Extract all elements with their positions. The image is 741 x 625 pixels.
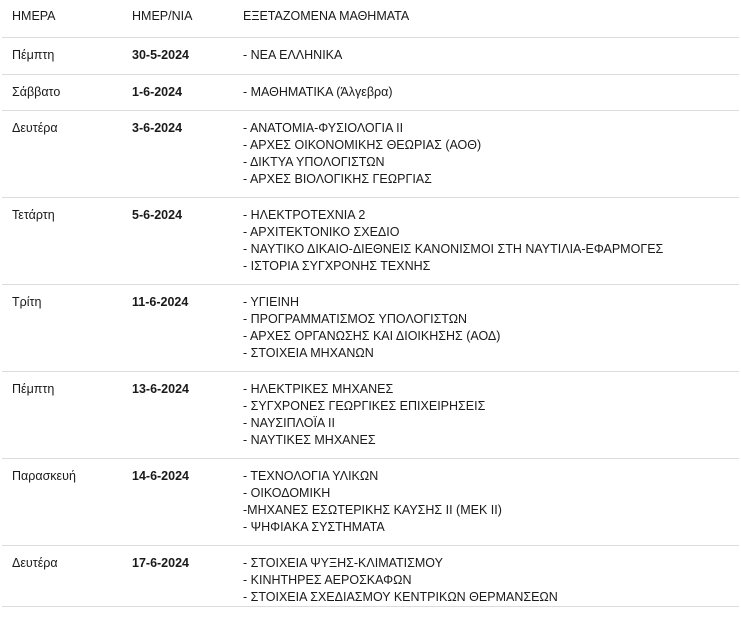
subject-item: - ΚΙΝΗΤΗΡΕΣ ΑΕΡΟΣΚΑΦΩΝ bbox=[243, 572, 412, 587]
subject-item: - ΑΡΧΕΣ ΟΙΚΟΝΟΜΙΚΗΣ ΘΕΩΡΙΑΣ (ΑΟΘ) bbox=[243, 137, 482, 152]
table-body bbox=[2, 37, 739, 606]
subject-item: - ΝΕΑ ΕΛΛΗΝΙΚΑ bbox=[243, 47, 343, 62]
subject-item: - ΣΤΟΙΧΕΙΑ ΨΥΞΗΣ-ΚΛΙΜΑΤΙΣΜΟΥ bbox=[243, 555, 443, 570]
subject-item: - ΥΓΙΕΙΝΗ bbox=[243, 294, 299, 309]
subject-item: - ΗΛΕΚΤΡΙΚΕΣ ΜΗΧΑΝΕΣ bbox=[243, 381, 394, 396]
row-day: Πέμπτη bbox=[12, 381, 55, 396]
row-date: 14-6-2024 bbox=[132, 468, 189, 483]
header-subjects: ΕΞΕΤΑΖΟΜΕΝΑ ΜΑΘΗΜΑΤΑ bbox=[243, 9, 410, 23]
subject-item: -ΜΗΧΑΝΕΣ ΕΣΩΤΕΡΙΚΗΣ ΚΑΥΣΗΣ ΙΙ (ΜΕΚ ΙΙ) bbox=[243, 502, 502, 517]
subject-item: - ΝΑΥΣΙΠΛΟΪΑ ΙΙ bbox=[243, 415, 335, 430]
subject-item: - ΣΥΓΧΡΟΝΕΣ ΓΕΩΡΓΙΚΕΣ ΕΠΙΧΕΙΡΗΣΕΙΣ bbox=[243, 398, 486, 413]
subject-item: - ΜΑΘΗΜΑΤΙΚΑ (Άλγεβρα) bbox=[243, 84, 393, 99]
row-day: Τρίτη bbox=[12, 294, 42, 309]
row-day: Δευτέρα bbox=[12, 555, 58, 570]
header-date: ΗΜΕΡ/ΝΙΑ bbox=[132, 9, 193, 23]
row-date: 13-6-2024 bbox=[132, 381, 189, 396]
exam-schedule-table bbox=[2, 0, 739, 607]
row-day: Παρασκευή bbox=[12, 468, 76, 483]
row-subjects bbox=[233, 110, 739, 197]
subject-item: - ΣΤΟΙΧΕΙΑ ΜΗΧΑΝΩΝ bbox=[243, 345, 374, 360]
subject-item: - ΠΡΟΓΡΑΜΜΑΤΙΣΜΟΣ ΥΠΟΛΟΓΙΣΤΩΝ bbox=[243, 311, 468, 326]
table-row bbox=[2, 284, 739, 371]
subject-item: - ΑΝΑΤΟΜΙΑ-ΦΥΣΙΟΛΟΓΙΑ ΙΙ bbox=[243, 120, 404, 135]
header-row bbox=[2, 0, 739, 37]
subject-item: - ΙΣΤΟΡΙΑ ΣΥΓΧΡΟΝΗΣ ΤΕΧΝΗΣ bbox=[243, 258, 431, 273]
subject-item: - ΑΡΧΕΣ ΟΡΓΑΝΩΣΗΣ ΚΑΙ ΔΙΟΙΚΗΣΗΣ (ΑΟΔ) bbox=[243, 328, 501, 343]
row-date: 17-6-2024 bbox=[132, 555, 189, 570]
row-day: Σάββατο bbox=[12, 84, 61, 99]
row-subjects bbox=[233, 37, 739, 74]
table-header bbox=[2, 0, 739, 37]
row-subjects bbox=[233, 284, 739, 371]
table-row bbox=[2, 37, 739, 74]
row-subjects bbox=[233, 371, 739, 458]
subject-item: - ΤΕΧΝΟΛΟΓΙΑ ΥΛΙΚΩΝ bbox=[243, 468, 379, 483]
row-subjects bbox=[233, 197, 739, 284]
row-subjects bbox=[233, 545, 739, 606]
row-date: 5-6-2024 bbox=[132, 207, 183, 222]
subject-item: - ΨΗΦΙΑΚΑ ΣΥΣΤΗΜΑΤΑ bbox=[243, 519, 385, 534]
header-day: ΗΜΕΡΑ bbox=[12, 9, 56, 23]
subject-item: - ΝΑΥΤΙΚΟ ΔΙΚΑΙΟ-ΔΙΕΘΝΕΙΣ ΚΑΝΟΝΙΣΜΟΙ ΣΤΗ ΝΑΥΤΙΛΙΑ-ΕΦΑΡΜΟΓΕΣ bbox=[243, 241, 664, 256]
row-day: Δευτέρα bbox=[12, 120, 58, 135]
row-subjects bbox=[233, 458, 739, 545]
subject-item: - ΑΡΧΕΣ ΒΙΟΛΟΓΙΚΗΣ ΓΕΩΡΓΙΑΣ bbox=[243, 171, 432, 186]
row-date: 3-6-2024 bbox=[132, 120, 183, 135]
table-row bbox=[2, 545, 739, 606]
row-day: Τετάρτη bbox=[12, 207, 55, 222]
table-row bbox=[2, 197, 739, 284]
table-row bbox=[2, 110, 739, 197]
subject-item: - ΣΤΟΙΧΕΙΑ ΣΧΕΔΙΑΣΜΟΥ ΚΕΝΤΡΙΚΩΝ ΘΕΡΜΑΝΣΕΩΝ bbox=[243, 589, 558, 604]
subject-item: - ΗΛΕΚΤΡΟΤΕΧΝΙΑ 2 bbox=[243, 207, 366, 222]
subject-item: - ΟΙΚΟΔΟΜΙΚΗ bbox=[243, 485, 331, 500]
row-date: 30-5-2024 bbox=[132, 47, 189, 62]
row-date: 1-6-2024 bbox=[132, 84, 183, 99]
subject-item: - ΑΡΧΙΤΕΚΤΟΝΙΚΟ ΣΧΕΔΙΟ bbox=[243, 224, 400, 239]
table-row bbox=[2, 371, 739, 458]
row-day: Πέμπτη bbox=[12, 47, 55, 62]
row-subjects bbox=[233, 74, 739, 110]
table-row bbox=[2, 458, 739, 545]
row-date: 11-6-2024 bbox=[132, 294, 189, 309]
subject-item: - ΝΑΥΤΙΚΕΣ ΜΗΧΑΝΕΣ bbox=[243, 432, 376, 447]
subject-item: - ΔΙΚΤΥΑ ΥΠΟΛΟΓΙΣΤΩΝ bbox=[243, 154, 385, 169]
table-row bbox=[2, 74, 739, 110]
